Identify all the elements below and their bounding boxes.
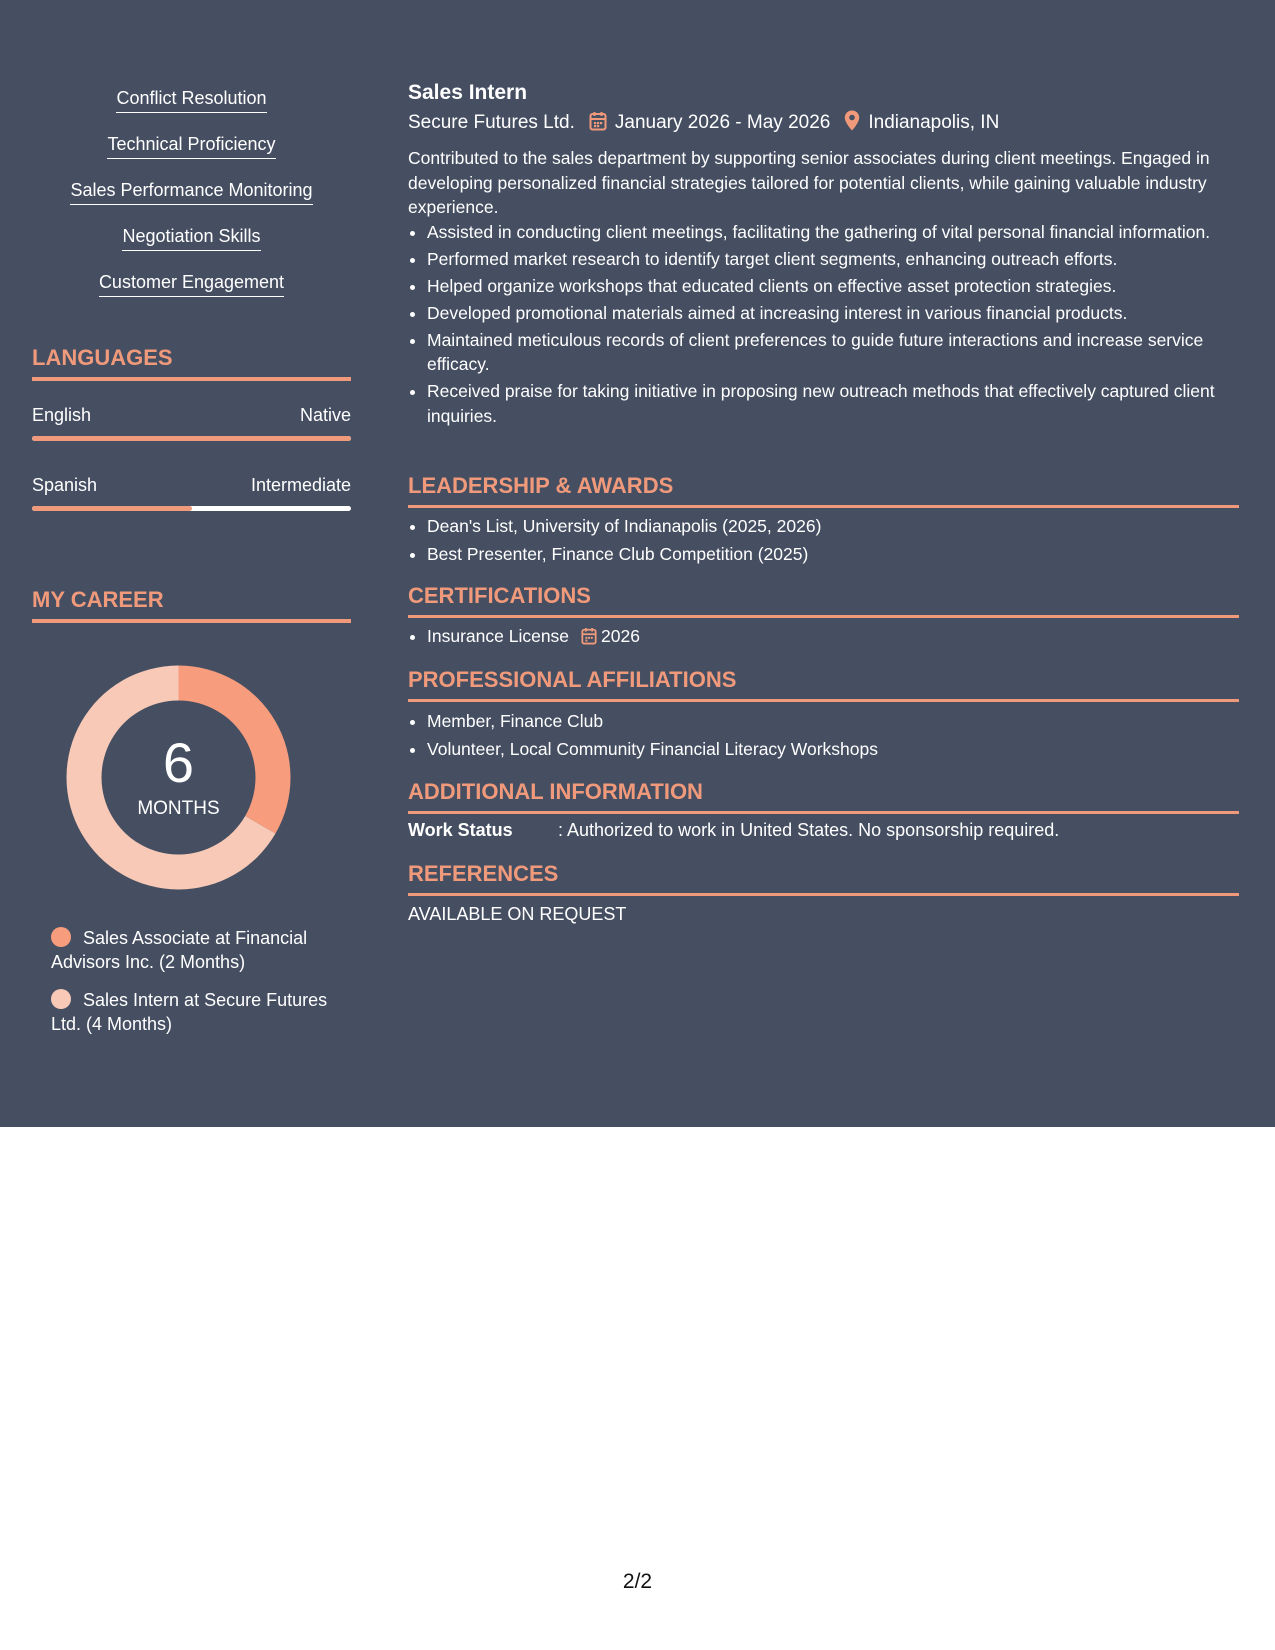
- job-bullet: • Assisted in conducting client meetings, facilitating the gathering of vital personal financial information.: [427, 220, 1239, 245]
- job-bullet: • Maintained meticulous records of client preferences to guide future interactions and increase service efficacy.: [427, 328, 1239, 377]
- languages-heading: LANGUAGES: [32, 344, 351, 381]
- job-summary: Contributed to the sales department by supporting senior associates during client meetings. Engaged in developing personalized financial strategies tailored for potential clients, while gaining valuable industry experience.: [408, 148, 1210, 217]
- right-column: [408, 0, 1239, 1127]
- leadership-item: • Dean's List, University of Indianapolis (2025, 2026): [427, 514, 1239, 539]
- language-proficiency-fill: [32, 506, 192, 511]
- language-name: Spanish: [32, 475, 98, 495]
- certifications-list: [408, 624, 1239, 655]
- career-total-value: 6: [162, 731, 195, 794]
- work-status-label: Work Status: [408, 820, 513, 840]
- job-bullet: • Received praise for taking initiative in proposing new outreach methods that effectively captured client inquiries.: [427, 379, 1239, 428]
- career-total-unit: MONTHS: [137, 798, 220, 819]
- certification-name: Insurance License: [427, 626, 570, 646]
- skill-item: Technical Proficiency: [107, 132, 275, 159]
- skill-item: Sales Performance Monitoring: [70, 178, 312, 205]
- legend-label: Sales Associate at Financial Advisors Inc. (2 Months): [51, 928, 308, 972]
- job-meta: [408, 110, 999, 139]
- location-pin-icon: [844, 110, 860, 139]
- skill-item: Negotiation Skills: [122, 224, 260, 251]
- certification-item: [427, 624, 1239, 652]
- language-proficiency-bar: [32, 506, 351, 511]
- skills-list: [32, 86, 351, 316]
- language-level: Native: [299, 405, 351, 425]
- leadership-list: [408, 514, 1239, 569]
- legend-dot-icon: [51, 927, 71, 947]
- affiliation-item: • Volunteer, Local Community Financial Literacy Workshops: [427, 737, 1239, 762]
- work-status-row: [408, 818, 1059, 842]
- job-bullet: • Performed market research to identify target client segments, enhancing outreach efforts.: [427, 247, 1239, 272]
- calendar-icon: [589, 111, 607, 139]
- certifications-heading: CERTIFICATIONS: [408, 582, 1239, 618]
- affiliations-heading: PROFESSIONAL AFFILIATIONS: [408, 666, 1239, 702]
- career-heading: MY CAREER: [32, 586, 351, 623]
- references-heading: REFERENCES: [408, 860, 1239, 896]
- affiliations-list: [408, 709, 1239, 764]
- job-dates: January 2026 - May 2026: [614, 112, 831, 133]
- additional-info-heading: ADDITIONAL INFORMATION: [408, 778, 1239, 814]
- certification-year: 2026: [601, 626, 640, 646]
- language-level: Intermediate: [250, 475, 351, 495]
- job-description: [408, 146, 1239, 431]
- skill-item: Conflict Resolution: [116, 86, 266, 113]
- legend-dot-icon: [51, 989, 71, 1009]
- job-location: Indianapolis, IN: [868, 112, 1000, 133]
- career-donut-chart: [66, 665, 291, 890]
- job-bullets: [408, 220, 1239, 429]
- leadership-item: • Best Presenter, Finance Club Competition (2025): [427, 542, 1239, 567]
- leadership-heading: LEADERSHIP & AWARDS: [408, 472, 1239, 508]
- job-bullet: • Developed promotional materials aimed at increasing interest in various financial products.: [427, 301, 1239, 326]
- career-legend-item: [51, 988, 341, 1036]
- calendar-icon: [581, 627, 597, 652]
- references-text: AVAILABLE ON REQUEST: [408, 904, 627, 924]
- language-row-spanish: [32, 474, 351, 514]
- legend-label: Sales Intern at Secure Futures Ltd. (4 Months): [51, 990, 328, 1034]
- job-title: Sales Intern: [408, 81, 528, 104]
- career-legend-item: [51, 926, 341, 974]
- job-bullet: • Helped organize workshops that educated clients on effective asset protection strategies.: [427, 274, 1239, 299]
- left-column: [32, 0, 351, 1127]
- language-name: English: [32, 405, 92, 425]
- language-row-english: [32, 404, 351, 444]
- skill-item: Customer Engagement: [99, 270, 284, 297]
- page-number: 2/2: [622, 1570, 653, 1593]
- language-proficiency-bar: [32, 436, 351, 441]
- affiliation-item: • Member, Finance Club: [427, 709, 1239, 734]
- company-name: Secure Futures Ltd.: [408, 112, 575, 133]
- work-status-value: : Authorized to work in United States. No sponsorship required.: [558, 820, 1060, 840]
- language-proficiency-fill: [32, 436, 351, 441]
